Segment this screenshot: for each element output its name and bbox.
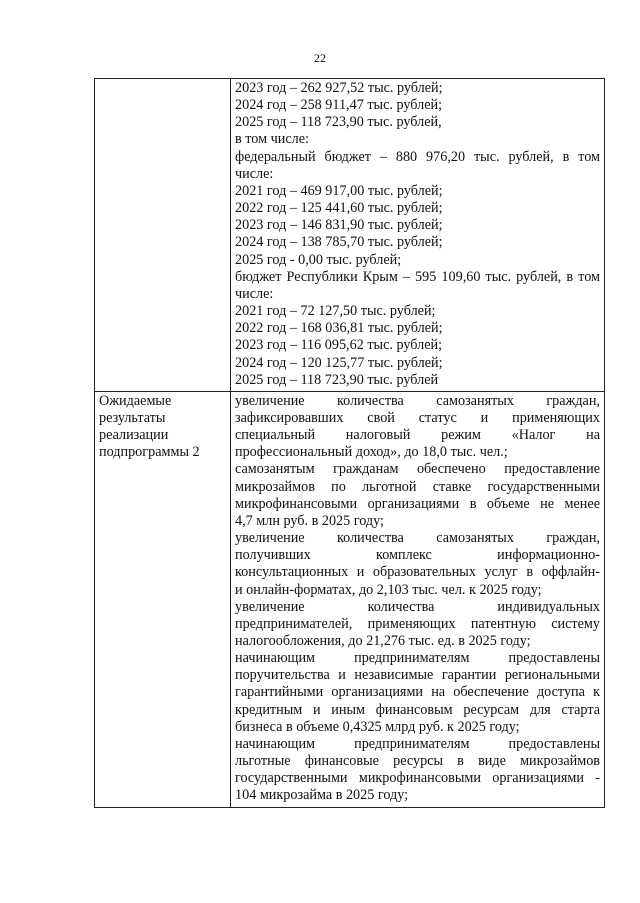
- expected-results-value-cell: [231, 391, 605, 807]
- financing-line: 2023 год – 116 095,62 тыс. рублей;: [235, 337, 443, 354]
- expected-result-line: и онлайн-форматах, до 2,103 тыс. чел. к 2025 году;: [235, 581, 542, 598]
- expected-result-line: увеличение количества самозанятых граждан,: [235, 530, 600, 547]
- expected-result-line: самозанятым гражданам обеспечено предоставление: [235, 461, 600, 478]
- expected-results-row: [95, 391, 605, 807]
- financing-line: 2025 год – 118 723,90 тыс. рублей,: [235, 114, 442, 131]
- expected-result-line: бизнеса в объеме 0,4325 млрд руб. к 2025 году;: [235, 718, 520, 735]
- financing-line: 2024 год – 258 911,47 тыс. рублей;: [235, 97, 443, 114]
- financing-line: 2022 год – 125 441,60 тыс. рублей;: [235, 200, 443, 217]
- expected-result-line: налогообложения, до 21,276 тыс. ед. в 2025 году;: [235, 633, 531, 649]
- financing-line: 2021 год – 72 127,50 тыс. рублей;: [235, 303, 436, 320]
- financing-line: 2024 год – 138 785,70 тыс. рублей;: [235, 234, 443, 251]
- expected-result-line: 104 микрозайма в 2025 году;: [235, 787, 409, 804]
- financing-line: числе:: [235, 285, 274, 302]
- expected-results-label-cell: [95, 391, 231, 807]
- expected-result-line: государственными микрофинансовыми организациями -: [235, 770, 600, 787]
- expected-result-line: увеличение количества индивидуальных: [235, 598, 600, 615]
- financing-line: 2025 год – 118 723,90 тыс. рублей: [235, 371, 439, 388]
- expected-result-line: льготные финансовые ресурсы в виде микрозаймов: [235, 753, 600, 770]
- page-number: 22: [314, 51, 326, 65]
- expected-result-line: консультационных и образовательных услуг в оффлайн-: [235, 564, 600, 581]
- expected-result-line: специальный налоговый режим «Налог на: [235, 427, 600, 444]
- expected-result-line: начинающим предпринимателям предоставлены: [235, 650, 600, 667]
- expected-results-label-line: подпрограммы 2: [99, 444, 200, 461]
- financing-line: 2021 год – 469 917,00 тыс. рублей;: [235, 182, 443, 199]
- expected-result-line: кредитным и иным финансовым ресурсам для старта: [235, 701, 600, 718]
- financing-line: 2022 год – 168 036,81 тыс. рублей;: [235, 320, 443, 337]
- financing-line: 2023 год – 262 927,52 тыс. рублей;: [235, 80, 443, 96]
- financing-line: числе:: [235, 165, 274, 182]
- financing-line: 2023 год – 146 831,90 тыс. рублей;: [235, 217, 443, 234]
- financing-line: в том числе:: [235, 131, 309, 148]
- expected-results-label-line: Ожидаемые: [99, 392, 172, 409]
- financing-line: бюджет Республики Крым – 595 109,60 тыс. рублей, в том: [235, 268, 600, 285]
- expected-result-line: гарантийными организациями на обеспечение доступа к: [235, 684, 600, 701]
- expected-result-line: зафиксировавших свой статус и применяющих: [235, 409, 600, 426]
- expected-result-line: предпринимателей, применяющих патентную систему: [235, 615, 600, 632]
- expected-result-line: увеличение количества самозанятых граждан,: [235, 392, 600, 409]
- financing-row: [95, 79, 605, 392]
- expected-result-line: 4,7 млн руб. в 2025 году;: [235, 512, 384, 529]
- expected-results-label-line: реализации: [99, 427, 169, 444]
- expected-result-line: поручительства и независимые гарантии региональными: [235, 667, 600, 684]
- expected-results-label-line: результаты: [99, 409, 166, 426]
- financing-line: 2025 год - 0,00 тыс. рублей;: [235, 251, 402, 268]
- expected-result-line: профессиональный доход», до 18,0 тыс. чел.;: [235, 444, 508, 461]
- expected-result-line: получивших комплекс информационно-: [235, 547, 600, 564]
- expected-result-line: микрофинансовыми организациями в объеме не менее: [235, 495, 600, 512]
- subprogram-passport-table: [94, 78, 605, 808]
- financing-line: 2024 год – 120 125,77 тыс. рублей;: [235, 354, 443, 371]
- expected-result-line: начинающим предпринимателям предоставлены: [235, 735, 600, 752]
- expected-result-line: микрозаймов по льготной ставке государственными: [235, 478, 600, 495]
- financing-value-cell: [231, 79, 605, 392]
- financing-label-cell: [95, 79, 231, 392]
- financing-line: федеральный бюджет – 880 976,20 тыс. рублей, в том: [235, 148, 600, 165]
